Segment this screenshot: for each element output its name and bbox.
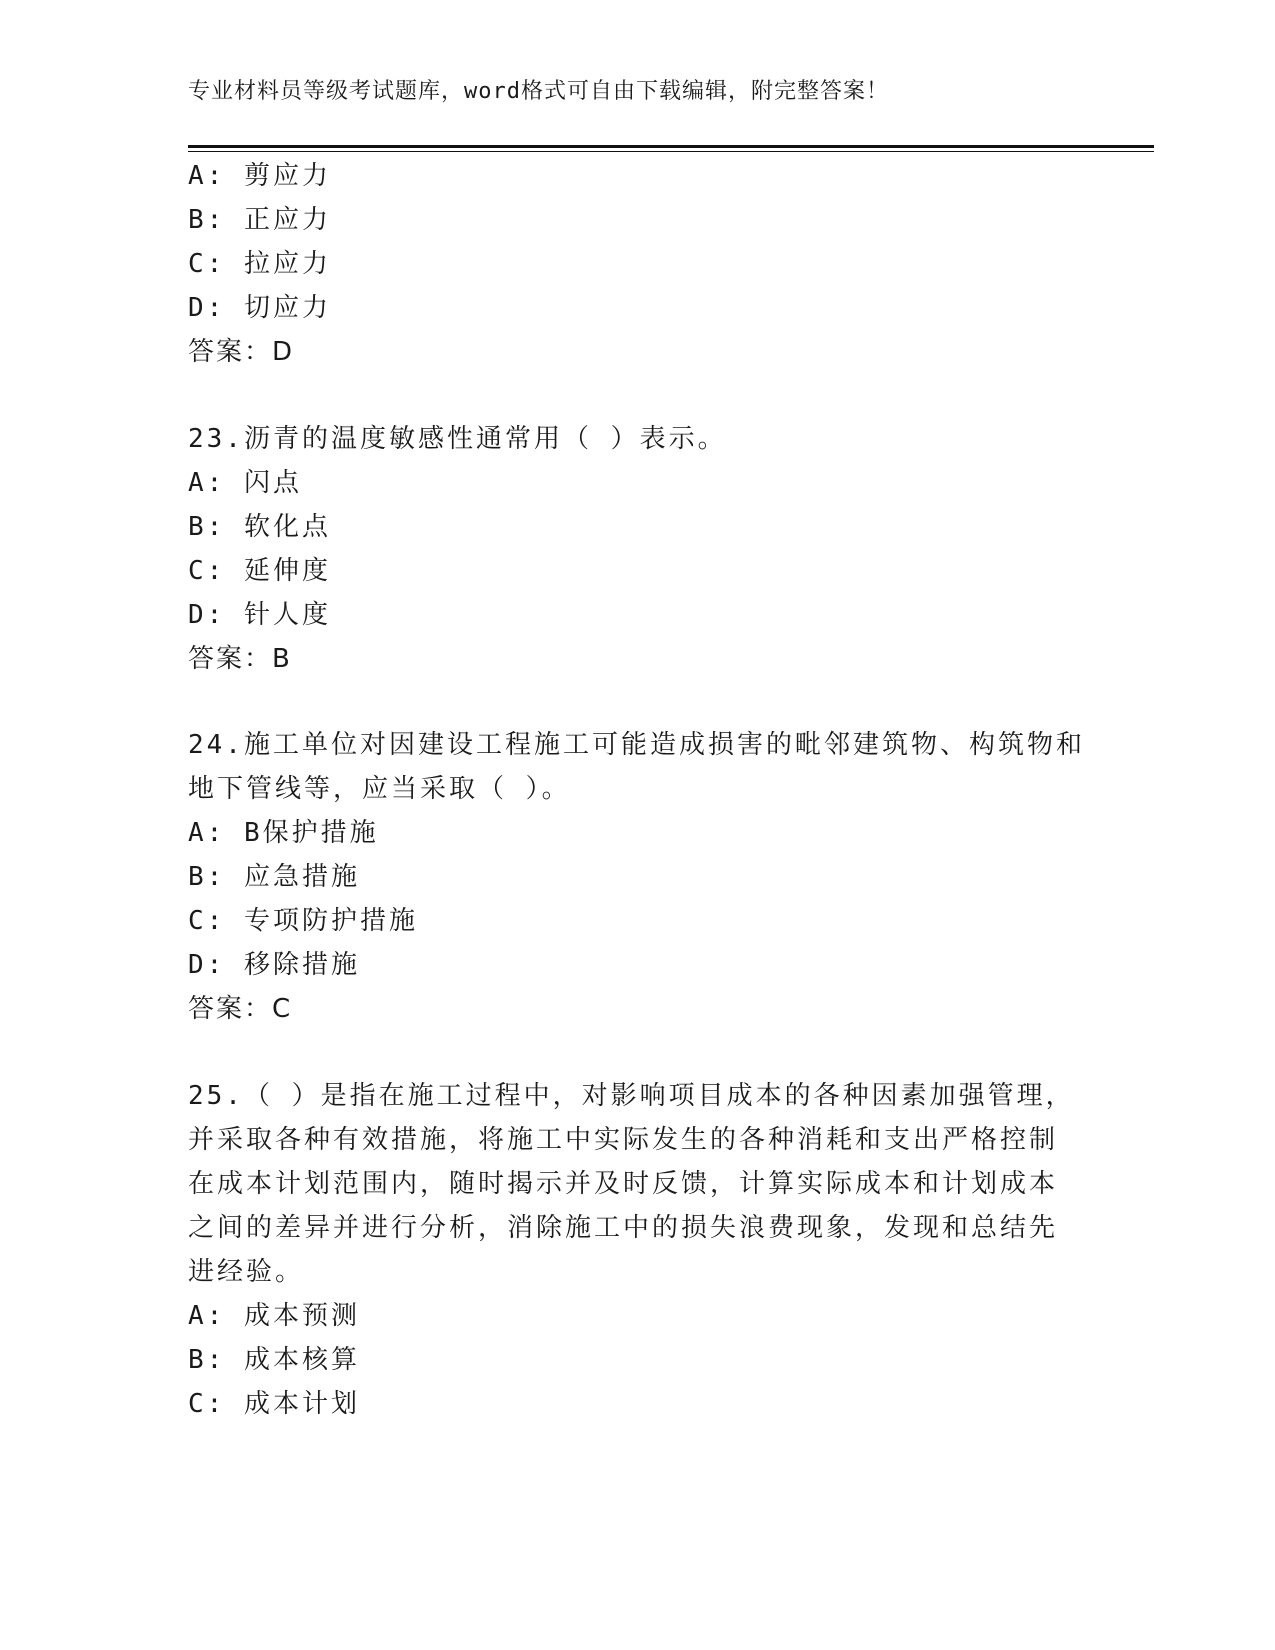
q24-option-d: D: 移除措施 [188, 950, 360, 980]
q24-answer: 答案：C [188, 994, 293, 1024]
q25-option-b: B: 成本核算 [188, 1345, 360, 1375]
q23-option-c: C: 延伸度 [188, 556, 331, 586]
q22-option-b: B: 正应力 [188, 205, 331, 235]
q23-option-b: B: 软化点 [188, 512, 331, 542]
document-header: 专业材料员等级考试题库，word格式可自由下载编辑，附完整答案！ [188, 79, 889, 104]
q22-option-c: C: 拉应力 [188, 249, 331, 279]
q25-stem-line-4: 之间的差异并进行分析，消除施工中的损失浪费现象，发现和总结先 [188, 1213, 1059, 1243]
q25-option-a: A: 成本预测 [188, 1301, 360, 1331]
q24-option-a: A: B保护措施 [188, 818, 379, 848]
q23-answer: 答案：B [188, 644, 292, 674]
q23-option-a: A: 闪点 [188, 468, 302, 498]
q25-option-c: C: 成本计划 [188, 1389, 360, 1419]
q25-stem-line-3: 在成本计划范围内，随时揭示并及时反馈，计算实际成本和计划成本 [188, 1169, 1059, 1199]
header-rule-thin [188, 151, 1154, 152]
q24-stem-line-1: 24.施工单位对因建设工程施工可能造成损害的毗邻建筑物、构筑物和 [188, 730, 1085, 760]
q25-stem-line-5: 进经验。 [188, 1257, 305, 1287]
q25-stem-line-1: 25.（ ）是指在施工过程中，对影响项目成本的各种因素加强管理， [188, 1081, 1075, 1111]
q24-option-b: B: 应急措施 [188, 862, 360, 892]
header-rule-thick [188, 145, 1154, 148]
q23-option-d: D: 针人度 [188, 600, 331, 630]
q23-stem: 23.沥青的温度敏感性通常用（ ）表示。 [188, 424, 727, 454]
q24-option-c: C: 专项防护措施 [188, 906, 418, 936]
q22-option-a: A: 剪应力 [188, 161, 331, 191]
q22-answer: 答案：D [188, 337, 295, 367]
q22-option-d: D: 切应力 [188, 293, 331, 323]
q25-stem-line-2: 并采取各种有效措施，将施工中实际发生的各种消耗和支出严格控制 [188, 1125, 1059, 1155]
q24-stem-line-2: 地下管线等，应当采取（ ）。 [188, 774, 571, 804]
